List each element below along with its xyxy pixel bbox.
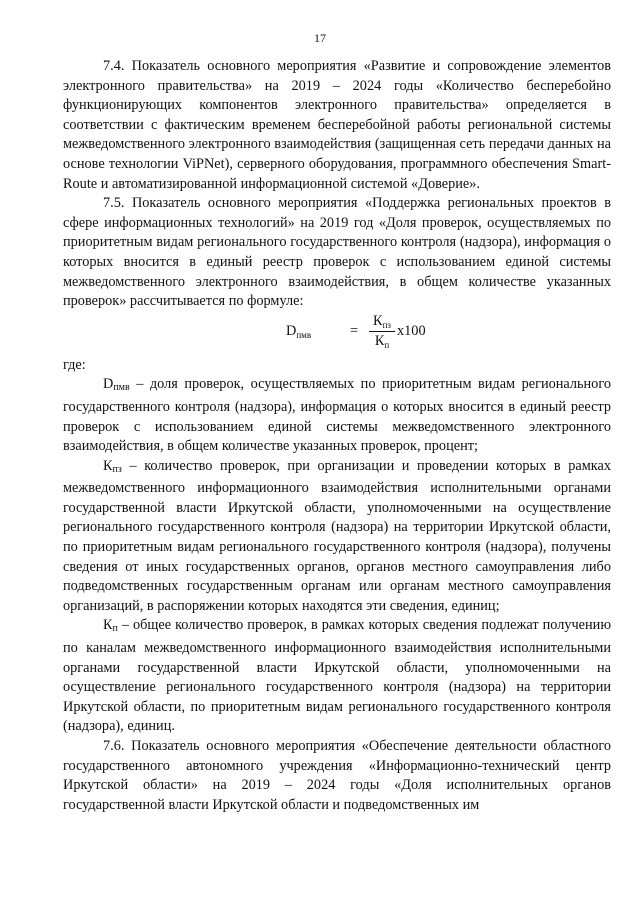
def2-symbol: К xyxy=(103,457,113,474)
definition-k-p xyxy=(63,616,611,737)
formula-den-symbol: К xyxy=(374,332,385,349)
formula-fraction xyxy=(369,313,395,350)
def1-text: – доля проверок, осуществляемых по приоритетным видам регионального государственного контроля (надзора), информация о которых вносится в единый реестр проверок с использованием единой системы межведомственного электронного взаимодействия, в общем количестве указанных проверок, процент; xyxy=(63,376,611,455)
formula-den-subscript: п xyxy=(384,339,390,350)
def3-symbol: К xyxy=(103,617,113,634)
def1-symbol: D xyxy=(103,376,114,393)
formula-numerator xyxy=(369,313,395,330)
paragraph-7-5: 7.5. Показатель основного мероприятия «Поддержка региональных проектов в сфере информационных технологий» на 2019 год «Доля проверок, осуществляемых по приоритетным видам регионального государственного контроля (надзора), информация о которых вносится в единый реестр проверок с использованием единой системы межведомственного электронного взаимодействия, в общем количестве указанных проверок» рассчитывается по формуле: xyxy=(63,195,611,310)
page-content xyxy=(63,57,611,815)
definition-d-pmv xyxy=(63,375,611,456)
formula-denominator xyxy=(369,333,395,350)
def3-subscript: п xyxy=(112,623,118,635)
def3-text: – общее количество проверок, в рамках которых сведения подлежат получению по каналам межведомственного информационного взаимодействия исполнительными органами государственной власти Иркутской области, уполномоченными на осуществление регионального государственного контроля (надзора) на территории Иркутской области, по приоритетным видам регионального государственного контроля (надзора), единиц. xyxy=(63,617,611,735)
formula xyxy=(63,313,611,353)
paragraph-7-6: 7.6. Показатель основного мероприятия «Обеспечение деятельности областного государственного автономного учреждения «Информационно-технический центр Иркутской области» на 2019 – 2024 годы «Доля исполнительных органов государственной власти Иркутской области и подведомственных им xyxy=(63,738,611,813)
formula-lhs-symbol: D xyxy=(286,322,297,339)
where-label: где: xyxy=(63,356,86,373)
formula-equals: = xyxy=(350,322,359,339)
page-number: 17 xyxy=(314,31,326,45)
paragraph-7-4: 7.4. Показатель основного мероприятия «Развитие и сопровождение элементов электронного правительства» на 2019 – 2024 годы «Количество бесперебойно функционирующих компонентов электронного правительства» определяется в соответствии с фактическим временем бесперебойной работы региональной системы межведомственного электронного взаимодействия (защищенная сеть передачи данных на основе технологии ViPNet), серверного оборудования, программного обеспечения Smart-Route и автоматизированной информационной системой «Доверие». xyxy=(63,58,611,192)
definition-k-pz xyxy=(63,457,611,617)
fraction-bar xyxy=(369,331,395,332)
def2-subscript: пз xyxy=(112,463,122,475)
def2-text: – количество проверок, при организации и проведении которых в рамках межведомственного информационного взаимодействия исполнительными органами государственной власти Иркутской области, уполномоченными на осуществление регионального государственного контроля (надзора) на территории Иркутской области, по приоритетным видам регионального государственного контроля (надзора), получены сведения от иных государственных органов, органов местного самоуправления либо подведомственных государственным органам или органам местного самоуправления организаций, в распоряжении которых находятся эти сведения, единиц; xyxy=(63,457,611,614)
def1-subscript: пмв xyxy=(113,382,130,394)
formula-lhs-subscript: пмв xyxy=(296,329,312,340)
formula-lhs xyxy=(286,322,311,346)
formula-num-symbol: К xyxy=(373,312,383,329)
formula-multiplier: х100 xyxy=(397,322,426,339)
formula-num-subscript: пз xyxy=(382,319,391,330)
